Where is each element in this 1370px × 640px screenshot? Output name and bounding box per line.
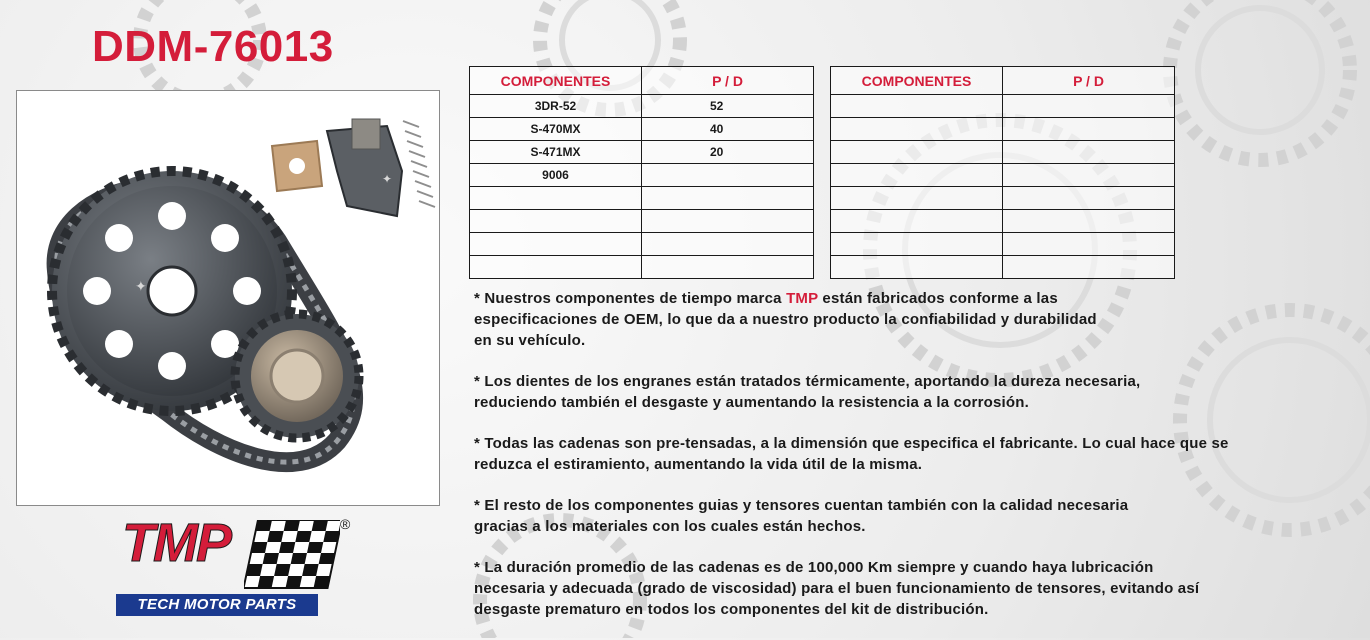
components-table-right [830, 66, 1175, 279]
note-text: están fabricados conforme a las especificaciones de OEM, lo que da a nuestro producto la confiabilidad y durabilidad en su vehículo. [474, 290, 1097, 349]
component-cell [831, 164, 1003, 187]
tmp-logo [116, 513, 356, 618]
table-row [470, 118, 814, 141]
table-row [470, 210, 814, 233]
pd-cell [1003, 233, 1175, 256]
page-title: DDM-76013 [92, 22, 334, 71]
component-cell [831, 187, 1003, 210]
table-row [470, 164, 814, 187]
brand-name: TMP [786, 290, 819, 307]
column-header-pd: P / D [1003, 67, 1175, 95]
note-chain-lifespan: * La duración promedio de las cadenas es de 100,000 Km siempre y cuando haya lubricación necesaria y adecuada (grado de viscosidad) para el buen funcionamiento de tensores, evitando así desgaste prematuro en todos los componentes del kit de distribución. [474, 559, 1200, 618]
table-row [470, 187, 814, 210]
column-header-components: COMPONENTES [470, 67, 642, 95]
table-row [470, 141, 814, 164]
table-header-row [831, 67, 1175, 95]
logo-mark: TMP [122, 513, 230, 573]
table-row [470, 233, 814, 256]
checkered-flag-icon [244, 520, 340, 590]
component-cell [831, 141, 1003, 164]
pd-cell [1003, 164, 1175, 187]
pd-cell [642, 256, 814, 279]
component-cell [831, 256, 1003, 279]
table-row [831, 141, 1175, 164]
component-cell [831, 118, 1003, 141]
note-text: * Nuestros componentes de tiempo marca [474, 290, 787, 307]
pd-cell [642, 233, 814, 256]
component-cell [831, 95, 1003, 118]
pd-cell: 40 [642, 118, 814, 141]
pd-cell [1003, 141, 1175, 164]
registered-mark: ® [340, 516, 351, 532]
column-header-components: COMPONENTES [831, 67, 1003, 95]
pd-cell: 52 [642, 95, 814, 118]
component-cell [470, 233, 642, 256]
pd-cell [642, 210, 814, 233]
table-row [470, 95, 814, 118]
component-cell [470, 210, 642, 233]
table-row [831, 164, 1175, 187]
note-pretensioned-chains: * Todas las cadenas son pre-tensadas, a la dimensión que especifica el fabricante. Lo cual hace que se reduzca el estiramiento, aumentando la vida útil de la misma. [474, 435, 1229, 473]
table-row [831, 118, 1175, 141]
pd-cell: 20 [642, 141, 814, 164]
note-guides-tensioners: * El resto de los componentes guias y tensores cuentan también con la calidad necesaria gracias a los materiales con los cuales están hechos. [474, 497, 1129, 535]
logo-tagline: TECH MOTOR PARTS [116, 594, 318, 616]
component-cell [831, 210, 1003, 233]
pd-cell [1003, 210, 1175, 233]
table-row [831, 233, 1175, 256]
pd-cell [1003, 118, 1175, 141]
table-row [831, 256, 1175, 279]
pd-cell [1003, 256, 1175, 279]
component-cell [831, 233, 1003, 256]
table-header-row [470, 67, 814, 95]
table-row [831, 95, 1175, 118]
note-oem-specs [474, 288, 1364, 351]
feature-notes [474, 288, 1364, 640]
component-cell: 3DR-52 [470, 95, 642, 118]
pd-cell [642, 164, 814, 187]
column-header-pd: P / D [642, 67, 814, 95]
pd-cell [1003, 95, 1175, 118]
svg-text:✦: ✦ [135, 279, 147, 295]
timing-chain-kit-image [16, 90, 440, 506]
component-cell: 9006 [470, 164, 642, 187]
components-table-left [469, 66, 814, 279]
component-cell [470, 256, 642, 279]
component-cell: S-470MX [470, 118, 642, 141]
pd-cell [1003, 187, 1175, 210]
table-row [831, 210, 1175, 233]
table-row [831, 187, 1175, 210]
pd-cell [642, 187, 814, 210]
note-gear-teeth: * Los dientes de los engranes están tratados térmicamente, aportando la dureza necesaria, reduciendo también el desgaste y aumentando la resistencia a la corrosión. [474, 373, 1141, 411]
table-row [470, 256, 814, 279]
component-cell [470, 187, 642, 210]
svg-text:✦: ✦ [382, 172, 393, 186]
component-cell: S-471MX [470, 141, 642, 164]
